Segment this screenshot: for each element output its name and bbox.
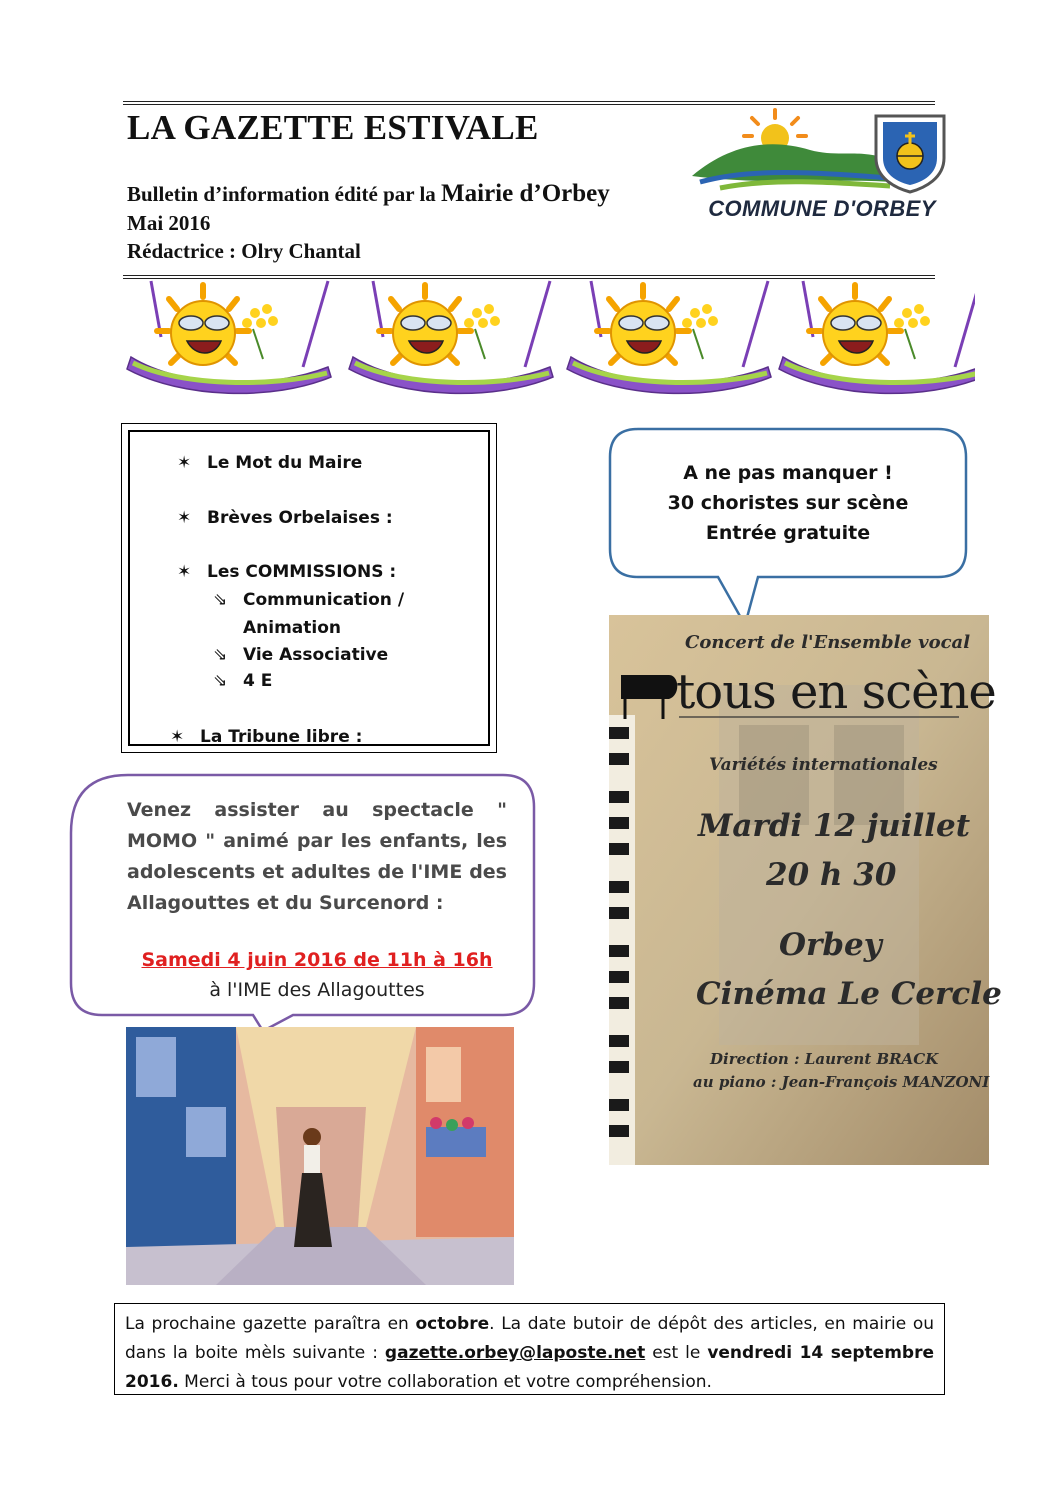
star-bullet-icon: ✶ [177, 508, 192, 528]
toc-sub-item [213, 645, 388, 665]
notice-email-link[interactable]: gazette.orbey@laposte.net [384, 1343, 646, 1363]
sun-in-hammock-icon [779, 281, 975, 393]
toc-item-label: Brèves Orbelaises : [207, 508, 393, 528]
notice-text: Merci à tous pour votre collaboration et votre compréhension. [178, 1372, 712, 1392]
toc-item [177, 508, 393, 528]
notice-text: est le [645, 1343, 708, 1363]
callout-left-line: Venez assister au spectacle " [127, 799, 507, 821]
poster-date: Mardi 12 juillet [698, 808, 971, 844]
orbey-coat-of-arms-icon [876, 116, 944, 192]
toc-sub-item-label: Animation [243, 618, 342, 638]
toc-item [177, 562, 396, 582]
poster-genre: Variétés internationales [709, 755, 938, 775]
toc-item-label: Les COMMISSIONS : [207, 562, 397, 582]
poster-title: tous en scène [676, 664, 996, 720]
sun-in-hammock-icon [127, 281, 331, 393]
toc-item [177, 453, 362, 473]
next-issue-notice [114, 1303, 945, 1395]
callout-right-line: Entrée gratuite [705, 522, 871, 544]
street-painting-illustration [126, 1027, 514, 1285]
arrow-bullet-icon: ⇘ [213, 645, 228, 665]
poster-direction: Direction : Laurent BRACK [710, 1050, 939, 1068]
toc-inner-frame [128, 430, 490, 746]
subtitle-prefix: Bulletin d’information édité par la [127, 182, 442, 206]
callout-right-line: 30 choristes sur scène [667, 492, 909, 514]
callout-right-line: A ne pas manquer ! [683, 462, 893, 484]
logo-text: COMMUNE D'ORBEY [708, 196, 936, 221]
bulletin-subtitle [127, 180, 610, 208]
toc-sub-item-label: Communication / [243, 590, 405, 610]
callout-left-text [127, 795, 507, 919]
callout-left-line: Allagouttes et du Surcenord : [127, 892, 444, 914]
page-title: LA GAZETTE ESTIVALE [127, 108, 539, 147]
arrow-bullet-icon: ⇘ [213, 671, 228, 691]
toc-item-label: La Tribune libre : [200, 727, 363, 747]
piano-keys [609, 715, 635, 1165]
toc-item [170, 727, 362, 747]
toc-sub-item [243, 618, 341, 638]
callout-right-text [612, 458, 964, 548]
notice-text: La prochaine gazette paraîtra en [125, 1314, 416, 1334]
toc-sub-item-label: Vie Associative [243, 645, 389, 665]
star-bullet-icon: ✶ [177, 562, 192, 582]
callout-left-line: adolescents et adultes de l'IME des [127, 861, 507, 883]
notice-deadline: vendredi 14 septembre 2016. [125, 1343, 935, 1392]
subtitle-mairie: Mairie d’Orbey [441, 180, 610, 207]
event-date: Samedi 4 juin 2016 de 11h à 16h [141, 949, 493, 971]
star-bullet-icon: ✶ [170, 727, 185, 747]
sun-in-hammock-icon [349, 281, 553, 393]
header-bottom-rule [123, 275, 935, 276]
star-bullet-icon: ✶ [177, 453, 192, 473]
notice-text: . La date butoir de dépôt des articles, en mairie ou dans la boite mèls suivante : [125, 1314, 934, 1363]
poster-town: Orbey [779, 927, 882, 963]
header-top-rule-2 [123, 104, 935, 105]
callout-left-line: MOMO " animé par les enfants, les [127, 830, 507, 852]
issue-date: Mai 2016 [127, 211, 211, 235]
toc-sub-item [213, 671, 272, 691]
poster-venue: Cinéma Le Cercle [696, 976, 1002, 1012]
sun-in-hammock-icon [567, 281, 771, 393]
toc-sub-item-label: 4 E [243, 671, 273, 691]
poster-intro: Concert de l'Ensemble vocal [685, 632, 971, 653]
sun-banner [123, 279, 975, 411]
poster-time: 20 h 30 [766, 857, 897, 893]
toc-item-label: Le Mot du Maire [207, 453, 363, 473]
poster-piano: au piano : Jean-François MANZONI [693, 1073, 990, 1091]
editor-line: Rédactrice : Olry Chantal [127, 239, 361, 263]
toc-sub-item [213, 590, 404, 610]
arrow-bullet-icon: ⇘ [213, 590, 228, 610]
event-place: à l'IME des Allagouttes [209, 979, 425, 1001]
header-top-rule [123, 101, 935, 102]
notice-month: octobre [415, 1314, 490, 1334]
